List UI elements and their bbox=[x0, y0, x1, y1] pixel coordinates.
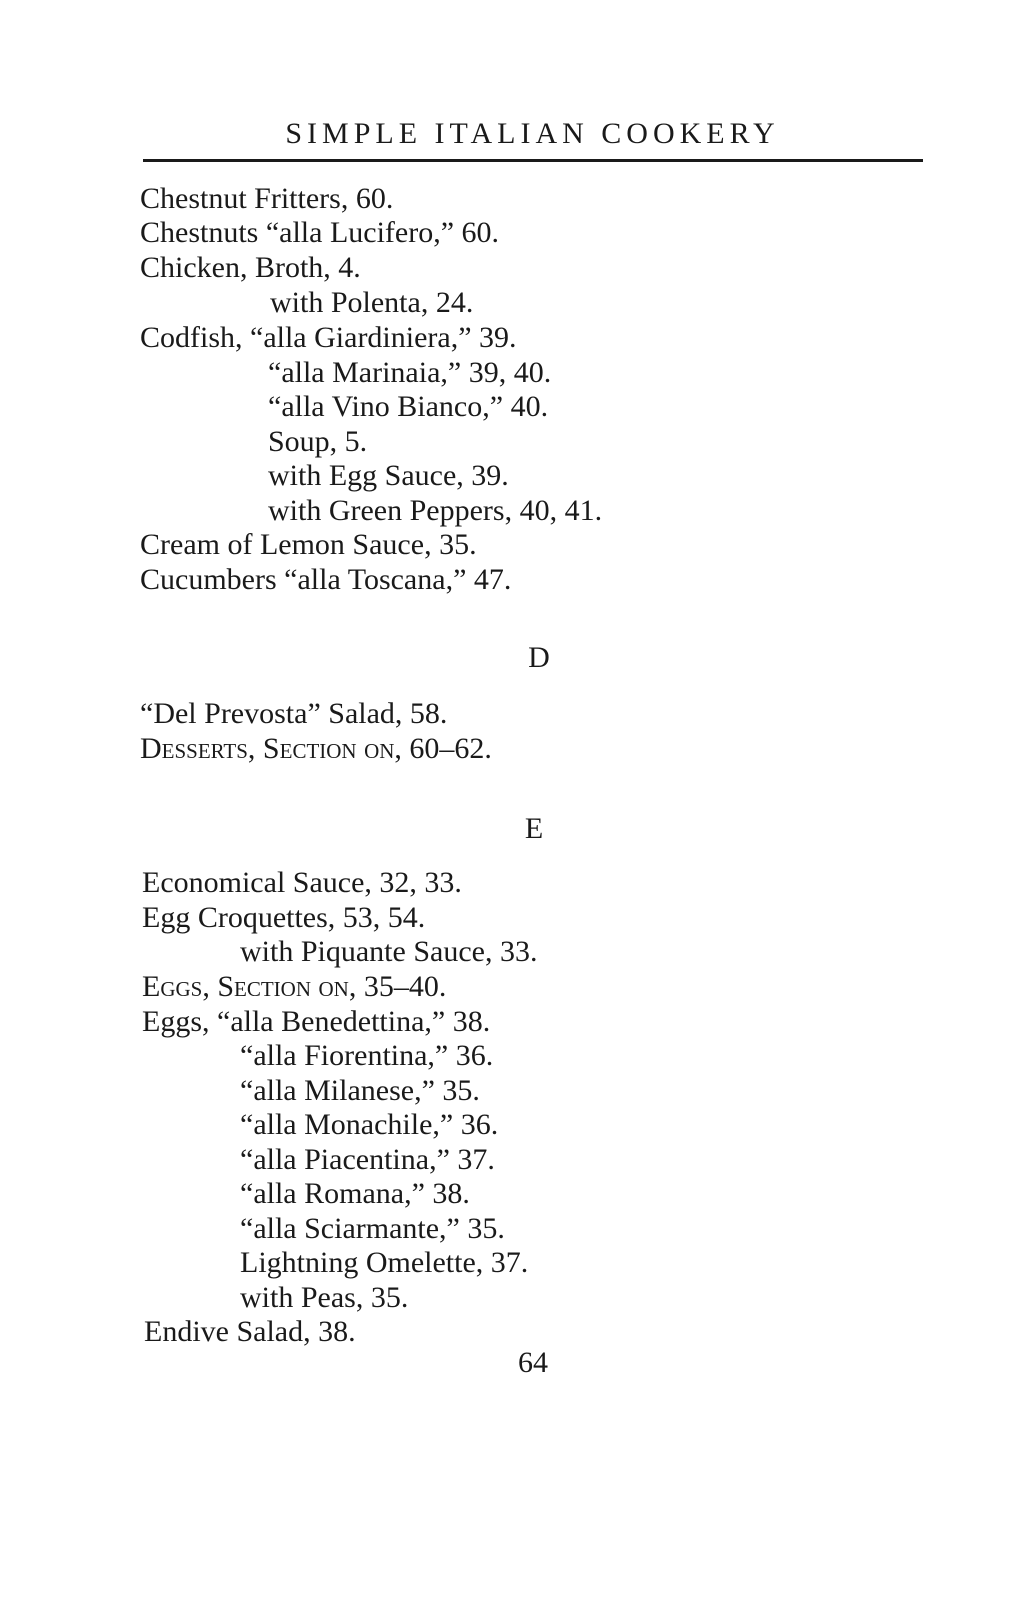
index-subentry: with Piquante Sauce, 33. bbox=[240, 935, 538, 968]
index-subentry: “alla Sciarmante,” 35. bbox=[240, 1212, 505, 1245]
index-entry: Chestnut Fritters, 60. bbox=[140, 182, 394, 215]
index-entry: Eggs, “alla Benedettina,” 38. bbox=[142, 1005, 491, 1038]
index-entry: Chicken, Broth, 4. bbox=[140, 251, 361, 284]
index-entry: Cucumbers “alla Toscana,” 47. bbox=[140, 563, 512, 596]
index-entry: Endive Salad, 38. bbox=[144, 1315, 356, 1348]
section-letter-e: E bbox=[524, 812, 544, 845]
index-entry: Economical Sauce, 32, 33. bbox=[142, 866, 462, 899]
index-subentry: Soup, 5. bbox=[268, 425, 368, 458]
index-subentry: “alla Fiorentina,” 36. bbox=[240, 1039, 494, 1072]
index-subentry: with Green Peppers, 40, 41. bbox=[268, 494, 603, 527]
header-rule bbox=[143, 159, 923, 162]
index-section-entry: Desserts, Section on, 60–62. bbox=[140, 732, 492, 765]
index-entry: Codfish, “alla Giardiniera,” 39. bbox=[140, 321, 517, 354]
index-subentry: Lightning Omelette, 37. bbox=[240, 1246, 529, 1279]
running-head: SIMPLE ITALIAN COOKERY bbox=[285, 117, 780, 150]
index-entry: Egg Croquettes, 53, 54. bbox=[142, 901, 426, 934]
index-subentry: “alla Monachile,” 36. bbox=[240, 1108, 499, 1141]
index-subentry: “alla Marinaia,” 39, 40. bbox=[268, 356, 552, 389]
index-section-entry: Eggs, Section on, 35–40. bbox=[142, 970, 447, 1003]
index-subentry: with Egg Sauce, 39. bbox=[268, 459, 509, 492]
index-subentry: “alla Romana,” 38. bbox=[240, 1177, 470, 1210]
index-subentry: “alla Vino Bianco,” 40. bbox=[268, 390, 549, 423]
page-number: 64 bbox=[518, 1346, 548, 1379]
index-entry: “Del Prevosta” Salad, 58. bbox=[140, 697, 448, 730]
index-subentry: with Peas, 35. bbox=[240, 1281, 409, 1314]
index-subentry: “alla Piacentina,” 37. bbox=[240, 1143, 495, 1176]
index-entry: Cream of Lemon Sauce, 35. bbox=[140, 528, 477, 561]
index-entry: Chestnuts “alla Lucifero,” 60. bbox=[140, 216, 500, 249]
section-letter-d: D bbox=[528, 641, 550, 674]
index-subentry: with Polenta, 24. bbox=[270, 286, 474, 319]
index-subentry: “alla Milanese,” 35. bbox=[240, 1074, 480, 1107]
